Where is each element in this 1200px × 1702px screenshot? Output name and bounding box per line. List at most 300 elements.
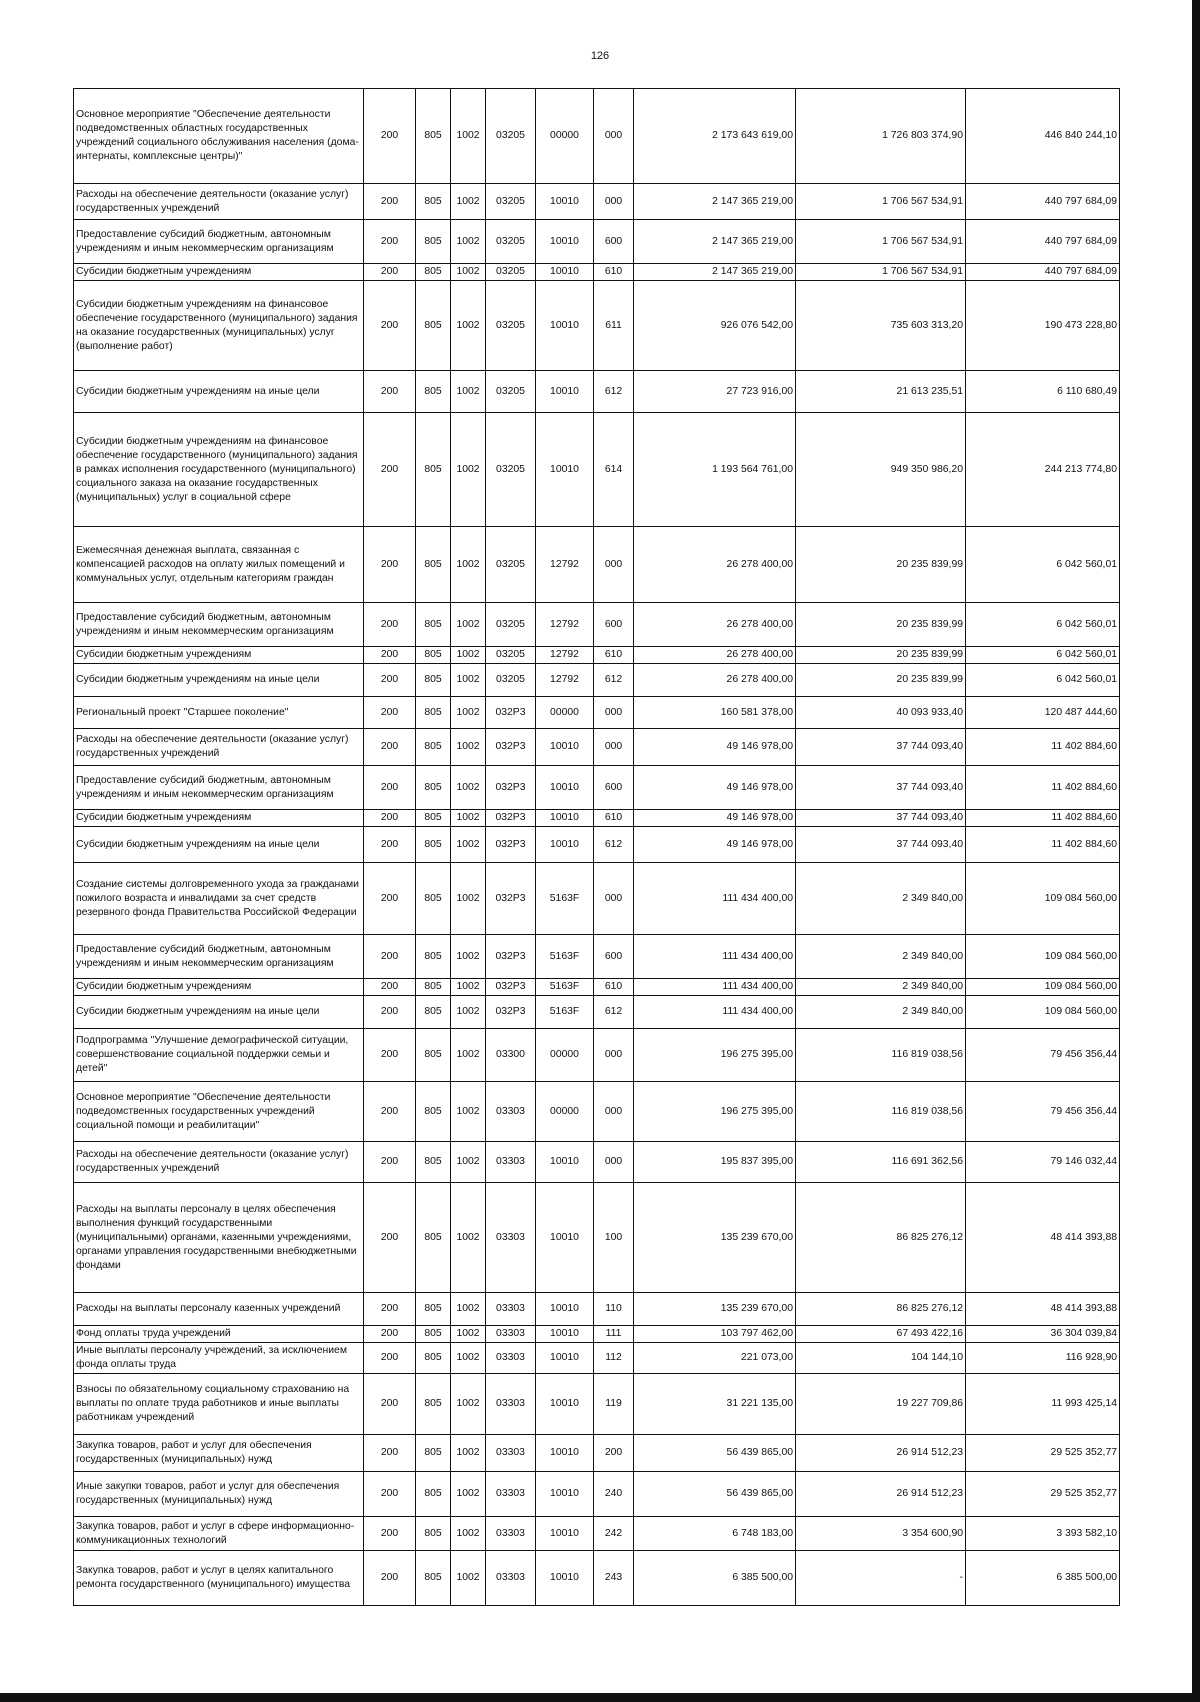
- code-ministry: 805: [416, 281, 451, 371]
- row-name: Субсидии бюджетным учреждениям: [74, 810, 364, 827]
- code-admin: 200: [364, 1435, 416, 1472]
- amount-executed: 20 235 839,99: [796, 647, 966, 664]
- table-row: [74, 413, 1120, 527]
- code-section: 1002: [451, 1293, 486, 1326]
- page-number: 126: [590, 50, 610, 62]
- amount-planned: 160 581 378,00: [634, 697, 796, 729]
- amount-remaining: 11 402 884,60: [966, 729, 1120, 766]
- amount-remaining: 446 840 244,10: [966, 89, 1120, 184]
- code-section: 1002: [451, 810, 486, 827]
- budget-execution-table: [73, 88, 1120, 1606]
- code-program: 03303: [486, 1374, 536, 1435]
- code-admin: 200: [364, 996, 416, 1029]
- row-name: Предоставление субсидий бюджетным, автономным учреждениям и иным некоммерческим организациям: [74, 220, 364, 264]
- amount-executed: 949 350 986,20: [796, 413, 966, 527]
- amount-remaining: 109 084 560,00: [966, 863, 1120, 935]
- table-row: [74, 281, 1120, 371]
- code-direction: 5163F: [536, 935, 594, 979]
- amount-remaining: 11 993 425,14: [966, 1374, 1120, 1435]
- amount-executed: 3 354 600,90: [796, 1517, 966, 1551]
- table-row: [74, 220, 1120, 264]
- code-direction: 10010: [536, 371, 594, 413]
- code-program: 032P3: [486, 729, 536, 766]
- table-row: [74, 827, 1120, 863]
- amount-planned: 2 147 365 219,00: [634, 184, 796, 220]
- code-ministry: 805: [416, 979, 451, 996]
- amount-executed: 1 706 567 534,91: [796, 264, 966, 281]
- amount-remaining: 79 146 032,44: [966, 1142, 1120, 1183]
- row-name: Предоставление субсидий бюджетным, автономным учреждениям и иным некоммерческим организациям: [74, 603, 364, 647]
- amount-executed: 67 493 422,16: [796, 1326, 966, 1343]
- code-direction: 10010: [536, 1293, 594, 1326]
- code-direction: 10010: [536, 1142, 594, 1183]
- code-ministry: 805: [416, 1326, 451, 1343]
- amount-remaining: 6 042 560,01: [966, 664, 1120, 697]
- amount-executed: 1 706 567 534,91: [796, 184, 966, 220]
- row-name: Субсидии бюджетным учреждениям на иные цели: [74, 827, 364, 863]
- code-expense-type: 612: [594, 827, 634, 863]
- amount-executed: 37 744 093,40: [796, 729, 966, 766]
- code-expense-type: 112: [594, 1343, 634, 1374]
- amount-planned: 49 146 978,00: [634, 766, 796, 810]
- code-direction: 10010: [536, 1183, 594, 1293]
- code-direction: 10010: [536, 1472, 594, 1517]
- code-expense-type: 000: [594, 89, 634, 184]
- code-ministry: 805: [416, 1551, 451, 1606]
- amount-planned: 111 434 400,00: [634, 935, 796, 979]
- row-name: Создание системы долговременного ухода за гражданами пожилого возраста и инвалидами за счет средств резервного фонда Правительства Российской Федерации: [74, 863, 364, 935]
- code-section: 1002: [451, 1343, 486, 1374]
- table-row: [74, 1082, 1120, 1142]
- amount-remaining: 11 402 884,60: [966, 810, 1120, 827]
- code-program: 03300: [486, 1029, 536, 1082]
- code-direction: 5163F: [536, 863, 594, 935]
- row-name: Субсидии бюджетным учреждениям: [74, 647, 364, 664]
- code-program: 03303: [486, 1293, 536, 1326]
- code-section: 1002: [451, 603, 486, 647]
- code-section: 1002: [451, 863, 486, 935]
- amount-executed: 19 227 709,86: [796, 1374, 966, 1435]
- code-program: 03205: [486, 220, 536, 264]
- amount-planned: 49 146 978,00: [634, 827, 796, 863]
- code-program: 03205: [486, 281, 536, 371]
- code-expense-type: 000: [594, 1142, 634, 1183]
- code-direction: 10010: [536, 766, 594, 810]
- amount-planned: 1 193 564 761,00: [634, 413, 796, 527]
- amount-planned: 56 439 865,00: [634, 1435, 796, 1472]
- amount-executed: 2 349 840,00: [796, 935, 966, 979]
- code-admin: 200: [364, 863, 416, 935]
- amount-planned: 26 278 400,00: [634, 527, 796, 603]
- code-ministry: 805: [416, 647, 451, 664]
- amount-planned: 135 239 670,00: [634, 1293, 796, 1326]
- code-ministry: 805: [416, 220, 451, 264]
- amount-remaining: 3 393 582,10: [966, 1517, 1120, 1551]
- code-direction: 10010: [536, 729, 594, 766]
- code-expense-type: 000: [594, 1082, 634, 1142]
- code-section: 1002: [451, 1472, 486, 1517]
- code-expense-type: 610: [594, 810, 634, 827]
- code-admin: 200: [364, 89, 416, 184]
- code-admin: 200: [364, 1551, 416, 1606]
- code-ministry: 805: [416, 1029, 451, 1082]
- amount-executed: 37 744 093,40: [796, 810, 966, 827]
- code-section: 1002: [451, 1517, 486, 1551]
- code-expense-type: 612: [594, 664, 634, 697]
- code-admin: 200: [364, 1183, 416, 1293]
- code-direction: 5163F: [536, 996, 594, 1029]
- amount-executed: 116 691 362,56: [796, 1142, 966, 1183]
- amount-remaining: 6 042 560,01: [966, 647, 1120, 664]
- table-row: [74, 1293, 1120, 1326]
- code-admin: 200: [364, 264, 416, 281]
- code-program: 03303: [486, 1343, 536, 1374]
- code-section: 1002: [451, 264, 486, 281]
- code-program: 032P3: [486, 863, 536, 935]
- row-name: Субсидии бюджетным учреждениям на финансовое обеспечение государственного (муниципального) задания в рамках исполнения государственного (муниципального) социального заказа на оказание государственных (муниципальных) услуг в социальной сфере: [74, 413, 364, 527]
- code-direction: 10010: [536, 264, 594, 281]
- code-program: 032P3: [486, 996, 536, 1029]
- amount-planned: 111 434 400,00: [634, 996, 796, 1029]
- code-ministry: 805: [416, 729, 451, 766]
- amount-planned: 49 146 978,00: [634, 810, 796, 827]
- code-expense-type: 000: [594, 697, 634, 729]
- amount-executed: 1 726 803 374,90: [796, 89, 966, 184]
- amount-remaining: 244 213 774,80: [966, 413, 1120, 527]
- code-ministry: 805: [416, 371, 451, 413]
- amount-planned: 195 837 395,00: [634, 1142, 796, 1183]
- code-program: 03303: [486, 1435, 536, 1472]
- amount-executed: 2 349 840,00: [796, 996, 966, 1029]
- table-row: [74, 184, 1120, 220]
- amount-planned: 31 221 135,00: [634, 1374, 796, 1435]
- table-row: [74, 766, 1120, 810]
- code-direction: 10010: [536, 1343, 594, 1374]
- amount-executed: 2 349 840,00: [796, 863, 966, 935]
- code-program: 03303: [486, 1517, 536, 1551]
- code-admin: 200: [364, 1517, 416, 1551]
- code-section: 1002: [451, 729, 486, 766]
- amount-remaining: 48 414 393,88: [966, 1183, 1120, 1293]
- code-admin: 200: [364, 1293, 416, 1326]
- row-name: Субсидии бюджетным учреждениям на иные цели: [74, 664, 364, 697]
- row-name: Подпрограмма "Улучшение демографической ситуации, совершенствование социальной поддержки семьи и детей": [74, 1029, 364, 1082]
- row-name: Основное мероприятие "Обеспечение деятельности подведомственных государственных учреждений социальной помощи и реабилитации": [74, 1082, 364, 1142]
- code-section: 1002: [451, 1551, 486, 1606]
- amount-remaining: 440 797 684,09: [966, 184, 1120, 220]
- amount-executed: 116 819 038,56: [796, 1082, 966, 1142]
- amount-executed: 86 825 276,12: [796, 1183, 966, 1293]
- code-program: 03205: [486, 527, 536, 603]
- code-expense-type: 600: [594, 603, 634, 647]
- row-name: Субсидии бюджетным учреждениям: [74, 979, 364, 996]
- table-row: [74, 996, 1120, 1029]
- amount-remaining: 6 110 680,49: [966, 371, 1120, 413]
- code-section: 1002: [451, 413, 486, 527]
- amount-remaining: 11 402 884,60: [966, 766, 1120, 810]
- code-section: 1002: [451, 1374, 486, 1435]
- row-name: Расходы на выплаты персоналу казенных учреждений: [74, 1293, 364, 1326]
- table-row: [74, 863, 1120, 935]
- row-name: Закупка товаров, работ и услуг в сфере информационно-коммуникационных технологий: [74, 1517, 364, 1551]
- code-admin: 200: [364, 527, 416, 603]
- code-section: 1002: [451, 527, 486, 603]
- code-section: 1002: [451, 647, 486, 664]
- amount-planned: 26 278 400,00: [634, 647, 796, 664]
- code-program: 03303: [486, 1142, 536, 1183]
- code-section: 1002: [451, 281, 486, 371]
- code-expense-type: 000: [594, 729, 634, 766]
- code-ministry: 805: [416, 664, 451, 697]
- table-row: [74, 1183, 1120, 1293]
- code-ministry: 805: [416, 863, 451, 935]
- code-section: 1002: [451, 371, 486, 413]
- code-program: 03303: [486, 1326, 536, 1343]
- code-admin: 200: [364, 729, 416, 766]
- amount-remaining: 79 456 356,44: [966, 1082, 1120, 1142]
- amount-remaining: 29 525 352,77: [966, 1435, 1120, 1472]
- code-section: 1002: [451, 766, 486, 810]
- row-name: Расходы на обеспечение деятельности (оказание услуг) государственных учреждений: [74, 729, 364, 766]
- row-name: Расходы на обеспечение деятельности (оказание услуг) государственных учреждений: [74, 184, 364, 220]
- code-ministry: 805: [416, 810, 451, 827]
- code-admin: 200: [364, 827, 416, 863]
- code-section: 1002: [451, 1435, 486, 1472]
- amount-planned: 26 278 400,00: [634, 603, 796, 647]
- amount-executed: 21 613 235,51: [796, 371, 966, 413]
- amount-remaining: 440 797 684,09: [966, 264, 1120, 281]
- code-ministry: 805: [416, 1293, 451, 1326]
- amount-planned: 196 275 395,00: [634, 1082, 796, 1142]
- table-row: [74, 1343, 1120, 1374]
- row-name: Ежемесячная денежная выплата, связанная с компенсацией расходов на оплату жилых помещений и коммунальных услуг, отдельным категориям граждан: [74, 527, 364, 603]
- amount-remaining: 79 456 356,44: [966, 1029, 1120, 1082]
- table-row: [74, 729, 1120, 766]
- code-section: 1002: [451, 664, 486, 697]
- table-row: [74, 1517, 1120, 1551]
- code-section: 1002: [451, 827, 486, 863]
- code-section: 1002: [451, 697, 486, 729]
- amount-planned: 2 147 365 219,00: [634, 220, 796, 264]
- table-row: [74, 1435, 1120, 1472]
- table-row: [74, 935, 1120, 979]
- code-program: 03303: [486, 1472, 536, 1517]
- row-name: Субсидии бюджетным учреждениям: [74, 264, 364, 281]
- code-admin: 200: [364, 935, 416, 979]
- code-direction: 12792: [536, 664, 594, 697]
- amount-executed: 86 825 276,12: [796, 1293, 966, 1326]
- amount-executed: 104 144,10: [796, 1343, 966, 1374]
- row-name: Расходы на обеспечение деятельности (оказание услуг) государственных учреждений: [74, 1142, 364, 1183]
- code-expense-type: 600: [594, 766, 634, 810]
- amount-executed: 2 349 840,00: [796, 979, 966, 996]
- code-admin: 200: [364, 1343, 416, 1374]
- code-expense-type: 111: [594, 1326, 634, 1343]
- amount-executed: 26 914 512,23: [796, 1435, 966, 1472]
- code-expense-type: 000: [594, 863, 634, 935]
- code-expense-type: 610: [594, 979, 634, 996]
- table-row: [74, 527, 1120, 603]
- amount-remaining: 6 042 560,01: [966, 603, 1120, 647]
- row-name: Субсидии бюджетным учреждениям на финансовое обеспечение государственного (муниципального) задания на оказание государственных (муниципальных) услуг (выполнение работ): [74, 281, 364, 371]
- amount-planned: 49 146 978,00: [634, 729, 796, 766]
- amount-remaining: 109 084 560,00: [966, 935, 1120, 979]
- code-expense-type: 600: [594, 935, 634, 979]
- table-row: [74, 647, 1120, 664]
- code-direction: 00000: [536, 89, 594, 184]
- amount-remaining: 116 928,90: [966, 1343, 1120, 1374]
- code-ministry: 805: [416, 1517, 451, 1551]
- row-name: Предоставление субсидий бюджетным, автономным учреждениям и иным некоммерческим организациям: [74, 766, 364, 810]
- amount-executed: 40 093 933,40: [796, 697, 966, 729]
- code-ministry: 805: [416, 1472, 451, 1517]
- row-name: Предоставление субсидий бюджетным, автономным учреждениям и иным некоммерческим организациям: [74, 935, 364, 979]
- amount-planned: 26 278 400,00: [634, 664, 796, 697]
- code-expense-type: 612: [594, 371, 634, 413]
- code-ministry: 805: [416, 527, 451, 603]
- amount-planned: 27 723 916,00: [634, 371, 796, 413]
- table-row: [74, 1326, 1120, 1343]
- amount-planned: 111 434 400,00: [634, 863, 796, 935]
- table-row: [74, 979, 1120, 996]
- code-section: 1002: [451, 1142, 486, 1183]
- amount-planned: 196 275 395,00: [634, 1029, 796, 1082]
- code-expense-type: 243: [594, 1551, 634, 1606]
- code-admin: 200: [364, 371, 416, 413]
- amount-planned: 2 173 643 619,00: [634, 89, 796, 184]
- amount-executed: 37 744 093,40: [796, 827, 966, 863]
- amount-executed: 20 235 839,99: [796, 527, 966, 603]
- row-name: Иные закупки товаров, работ и услуг для обеспечения государственных (муниципальных) нужд: [74, 1472, 364, 1517]
- code-ministry: 805: [416, 184, 451, 220]
- code-program: 03205: [486, 264, 536, 281]
- amount-remaining: 48 414 393,88: [966, 1293, 1120, 1326]
- code-ministry: 805: [416, 1374, 451, 1435]
- code-direction: 12792: [536, 527, 594, 603]
- amount-executed: 116 819 038,56: [796, 1029, 966, 1082]
- table-row: [74, 1142, 1120, 1183]
- table-row: [74, 603, 1120, 647]
- code-program: 032P3: [486, 935, 536, 979]
- code-expense-type: 611: [594, 281, 634, 371]
- code-ministry: 805: [416, 827, 451, 863]
- row-name: Расходы на выплаты персоналу в целях обеспечения выполнения функций государственными (муниципальными) органами, казенными учреждениями, органами управления государственными внебюджетными фондами: [74, 1183, 364, 1293]
- row-name: Иные выплаты персоналу учреждений, за исключением фонда оплаты труда: [74, 1343, 364, 1374]
- amount-executed: 735 603 313,20: [796, 281, 966, 371]
- code-admin: 200: [364, 1374, 416, 1435]
- code-direction: 10010: [536, 810, 594, 827]
- code-program: 03303: [486, 1082, 536, 1142]
- code-direction: 10010: [536, 413, 594, 527]
- table-row: [74, 264, 1120, 281]
- row-name: Взносы по обязательному социальному страхованию на выплаты по оплате труда работников и иные выплаты работникам учреждений: [74, 1374, 364, 1435]
- code-direction: 10010: [536, 220, 594, 264]
- code-expense-type: 000: [594, 527, 634, 603]
- code-direction: 10010: [536, 1517, 594, 1551]
- code-program: 03303: [486, 1551, 536, 1606]
- code-direction: 10010: [536, 827, 594, 863]
- table-row: [74, 1029, 1120, 1082]
- code-program: 03303: [486, 1183, 536, 1293]
- amount-executed: -: [796, 1551, 966, 1606]
- code-ministry: 805: [416, 1082, 451, 1142]
- amount-executed: 26 914 512,23: [796, 1472, 966, 1517]
- code-ministry: 805: [416, 1183, 451, 1293]
- code-ministry: 805: [416, 697, 451, 729]
- code-expense-type: 612: [594, 996, 634, 1029]
- code-expense-type: 240: [594, 1472, 634, 1517]
- code-program: 032P3: [486, 766, 536, 810]
- code-section: 1002: [451, 1082, 486, 1142]
- amount-remaining: 120 487 444,60: [966, 697, 1120, 729]
- code-program: 03205: [486, 371, 536, 413]
- row-name: Субсидии бюджетным учреждениям на иные цели: [74, 371, 364, 413]
- table-row: [74, 1374, 1120, 1435]
- code-expense-type: 110: [594, 1293, 634, 1326]
- table-row: [74, 89, 1120, 184]
- code-section: 1002: [451, 89, 486, 184]
- code-program: 03205: [486, 664, 536, 697]
- amount-remaining: 36 304 039,84: [966, 1326, 1120, 1343]
- code-program: 032P3: [486, 827, 536, 863]
- code-ministry: 805: [416, 996, 451, 1029]
- amount-remaining: 109 084 560,00: [966, 979, 1120, 996]
- code-program: 032P3: [486, 979, 536, 996]
- amount-remaining: 190 473 228,80: [966, 281, 1120, 371]
- code-program: 03205: [486, 603, 536, 647]
- code-ministry: 805: [416, 264, 451, 281]
- code-program: 03205: [486, 89, 536, 184]
- code-ministry: 805: [416, 89, 451, 184]
- code-ministry: 805: [416, 935, 451, 979]
- code-admin: 200: [364, 647, 416, 664]
- table-row: [74, 810, 1120, 827]
- code-expense-type: 200: [594, 1435, 634, 1472]
- amount-remaining: 11 402 884,60: [966, 827, 1120, 863]
- amount-planned: 56 439 865,00: [634, 1472, 796, 1517]
- table-row: [74, 371, 1120, 413]
- code-direction: 10010: [536, 281, 594, 371]
- amount-executed: 20 235 839,99: [796, 603, 966, 647]
- amount-planned: 2 147 365 219,00: [634, 264, 796, 281]
- code-section: 1002: [451, 935, 486, 979]
- code-direction: 00000: [536, 697, 594, 729]
- code-expense-type: 242: [594, 1517, 634, 1551]
- row-name: Субсидии бюджетным учреждениям на иные цели: [74, 996, 364, 1029]
- code-expense-type: 100: [594, 1183, 634, 1293]
- code-admin: 200: [364, 979, 416, 996]
- amount-planned: 221 073,00: [634, 1343, 796, 1374]
- code-direction: 12792: [536, 603, 594, 647]
- code-expense-type: 610: [594, 264, 634, 281]
- code-ministry: 805: [416, 766, 451, 810]
- amount-remaining: 6 385 500,00: [966, 1551, 1120, 1606]
- code-admin: 200: [364, 603, 416, 647]
- code-admin: 200: [364, 1142, 416, 1183]
- code-program: 03205: [486, 647, 536, 664]
- amount-remaining: 109 084 560,00: [966, 996, 1120, 1029]
- code-admin: 200: [364, 697, 416, 729]
- amount-planned: 926 076 542,00: [634, 281, 796, 371]
- code-section: 1002: [451, 979, 486, 996]
- code-admin: 200: [364, 281, 416, 371]
- code-ministry: 805: [416, 1142, 451, 1183]
- code-ministry: 805: [416, 603, 451, 647]
- row-name: Закупка товаров, работ и услуг для обеспечения государственных (муниципальных) нужд: [74, 1435, 364, 1472]
- amount-planned: 111 434 400,00: [634, 979, 796, 996]
- code-admin: 200: [364, 1029, 416, 1082]
- amount-executed: 1 706 567 534,91: [796, 220, 966, 264]
